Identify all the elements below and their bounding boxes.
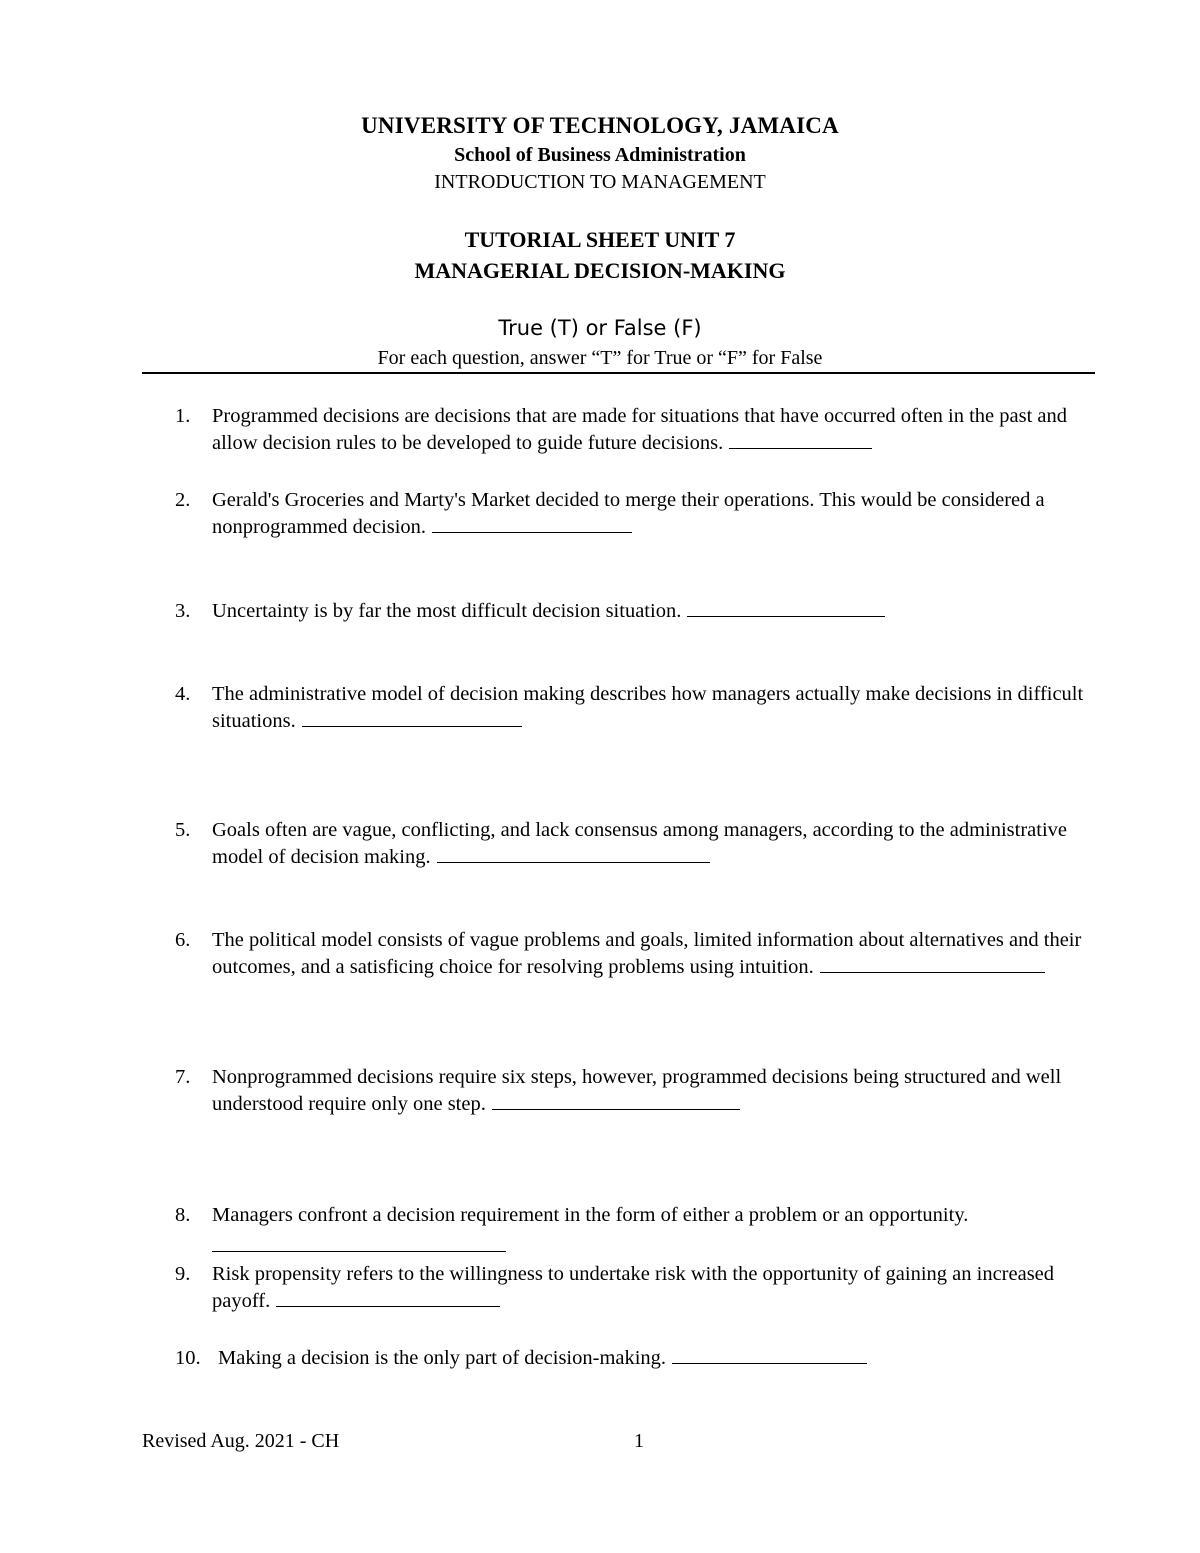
question-number: 8. bbox=[175, 1204, 191, 1226]
question-text: Nonprogrammed decisions require six steps, however, programmed decisions being structured and well understood require only one step. bbox=[212, 1066, 1062, 1115]
question-text: Making a decision is the only part of decision-making. bbox=[218, 1347, 667, 1369]
question-text: The administrative model of decision making describes how managers actually make decisions in difficult situations. bbox=[212, 683, 1084, 732]
answer-blank[interactable] bbox=[276, 1288, 500, 1307]
question-text-wrap bbox=[212, 403, 1095, 457]
question-text: Risk propensity refers to the willingness to undertake risk with the opportunity of gaining an increased payoff. bbox=[212, 1263, 1055, 1312]
footer-page-number: 1 bbox=[634, 1430, 644, 1452]
university-name: UNIVERSITY OF TECHNOLOGY, JAMAICA bbox=[361, 113, 839, 138]
question-text-wrap bbox=[218, 1345, 1095, 1372]
question-number: 10. bbox=[175, 1347, 201, 1369]
footer-revision: Revised Aug. 2021 - CH bbox=[142, 1430, 340, 1452]
question-item-7 bbox=[175, 1064, 1095, 1118]
section-divider bbox=[142, 372, 1095, 374]
question-item-3 bbox=[175, 598, 1095, 625]
question-number: 5. bbox=[175, 819, 191, 841]
question-number: 9. bbox=[175, 1263, 191, 1285]
tutorial-title: TUTORIAL SHEET UNIT 7 bbox=[464, 227, 736, 252]
question-item-1 bbox=[175, 403, 1095, 457]
answer-blank[interactable] bbox=[820, 954, 1045, 973]
question-item-10 bbox=[175, 1345, 1095, 1372]
question-item-6 bbox=[175, 927, 1095, 981]
answer-blank[interactable] bbox=[687, 598, 885, 617]
section-title: True (T) or False (F) bbox=[498, 316, 702, 340]
question-text: Uncertainty is by far the most difficult decision situation. bbox=[212, 600, 682, 622]
question-number: 4. bbox=[175, 683, 191, 705]
question-item-2 bbox=[175, 487, 1095, 541]
question-item-5 bbox=[175, 817, 1095, 871]
question-number: 3. bbox=[175, 600, 191, 622]
question-number: 7. bbox=[175, 1066, 191, 1088]
question-number: 2. bbox=[175, 489, 191, 511]
answer-blank[interactable] bbox=[212, 1229, 506, 1252]
question-text-wrap bbox=[212, 1202, 1095, 1252]
answer-blank[interactable] bbox=[492, 1091, 740, 1110]
question-number: 6. bbox=[175, 929, 191, 951]
topic-title: MANAGERIAL DECISION-MAKING bbox=[414, 258, 786, 283]
question-text: Goals often are vague, conflicting, and lack consensus among managers, according to the administrative model of decision making. bbox=[212, 819, 1068, 868]
answer-blank[interactable] bbox=[437, 844, 710, 863]
question-text: Gerald's Groceries and Marty's Market decided to merge their operations. This would be considered a nonprogrammed decision. bbox=[212, 489, 1045, 538]
question-text: Managers confront a decision requirement in the form of either a problem or an opportunity. bbox=[212, 1204, 969, 1226]
course-title: INTRODUCTION TO MANAGEMENT bbox=[434, 171, 766, 193]
question-text: The political model consists of vague problems and goals, limited information about alternatives and their outcomes, and a satisficing choice for resolving problems using intuition. bbox=[212, 929, 1082, 978]
answer-blank[interactable] bbox=[729, 430, 872, 449]
question-item-4 bbox=[175, 681, 1095, 735]
question-number: 1. bbox=[175, 405, 191, 427]
question-text-wrap bbox=[212, 598, 1095, 625]
question-text: Programmed decisions are decisions that are made for situations that have occurred often in the past and allow decision rules to be developed to guide future decisions. bbox=[212, 405, 1068, 454]
question-text-wrap bbox=[212, 487, 1095, 541]
question-text-wrap bbox=[212, 1261, 1095, 1315]
section-instructions: For each question, answer “T” for True or “F” for False bbox=[377, 347, 823, 369]
school-name: School of Business Administration bbox=[454, 144, 746, 166]
answer-blank[interactable] bbox=[672, 1345, 867, 1364]
question-text-wrap bbox=[212, 817, 1095, 871]
answer-blank[interactable] bbox=[432, 514, 632, 533]
question-item-9 bbox=[175, 1261, 1095, 1315]
question-text-wrap bbox=[212, 927, 1095, 981]
answer-blank[interactable] bbox=[302, 708, 522, 727]
question-text-wrap bbox=[212, 1064, 1095, 1118]
question-item-8 bbox=[175, 1202, 1095, 1252]
question-text-wrap bbox=[212, 681, 1095, 735]
